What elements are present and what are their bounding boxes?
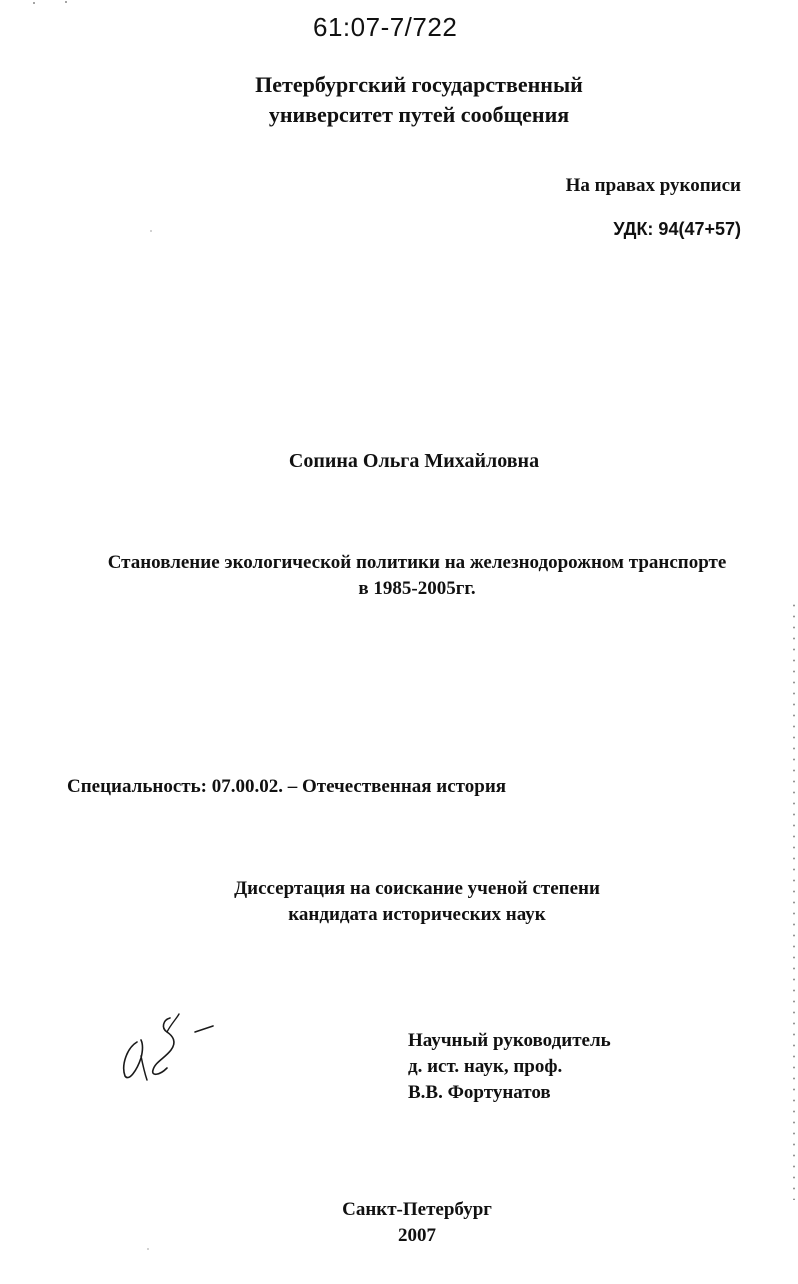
university-name-line1: Петербургский государственный — [255, 72, 583, 97]
udc-code: УДК: 94(47+57) — [613, 219, 741, 239]
university-name-line2: университет путей сообщения — [268, 102, 570, 127]
year: 2007 — [398, 1225, 436, 1246]
scan-edge-artifact — [793, 600, 795, 1200]
degree-statement-line2: кандидата исторических наук — [288, 904, 546, 925]
scan-speck — [33, 2, 35, 4]
university-name — [0, 70, 798, 130]
dissertation-title — [0, 550, 798, 602]
handwritten-signature-icon — [115, 1010, 225, 1085]
dissertation-title-line1: Становление экологической политики на железнодорожном транспорте — [107, 552, 727, 573]
dissertation-title-line2: в 1985-2005гг. — [358, 578, 476, 599]
advisor-role: Научный руководитель — [408, 1030, 611, 1051]
scientific-advisor — [408, 1028, 611, 1106]
degree-statement — [0, 876, 798, 928]
specialty-line: Специальность: 07.00.02. – Отечественная история — [67, 776, 507, 797]
city: Санкт-Петербург — [342, 1199, 492, 1220]
author-name — [0, 450, 798, 473]
advisor-credentials: д. ист. наук, проф. — [408, 1056, 563, 1077]
archive-number: 61:07-7/722 — [313, 12, 458, 42]
manuscript-rights-note: На правах рукописи — [565, 175, 741, 196]
city-and-year — [0, 1197, 798, 1249]
advisor-name: В.В. Фортунатов — [408, 1082, 551, 1103]
degree-statement-line1: Диссертация на соискание ученой степени — [234, 878, 600, 899]
scan-speck — [65, 1, 67, 3]
author-name-text: Сопина Ольга Михайловна — [288, 450, 540, 472]
scan-speck — [150, 230, 152, 232]
scan-speck — [147, 1248, 149, 1250]
